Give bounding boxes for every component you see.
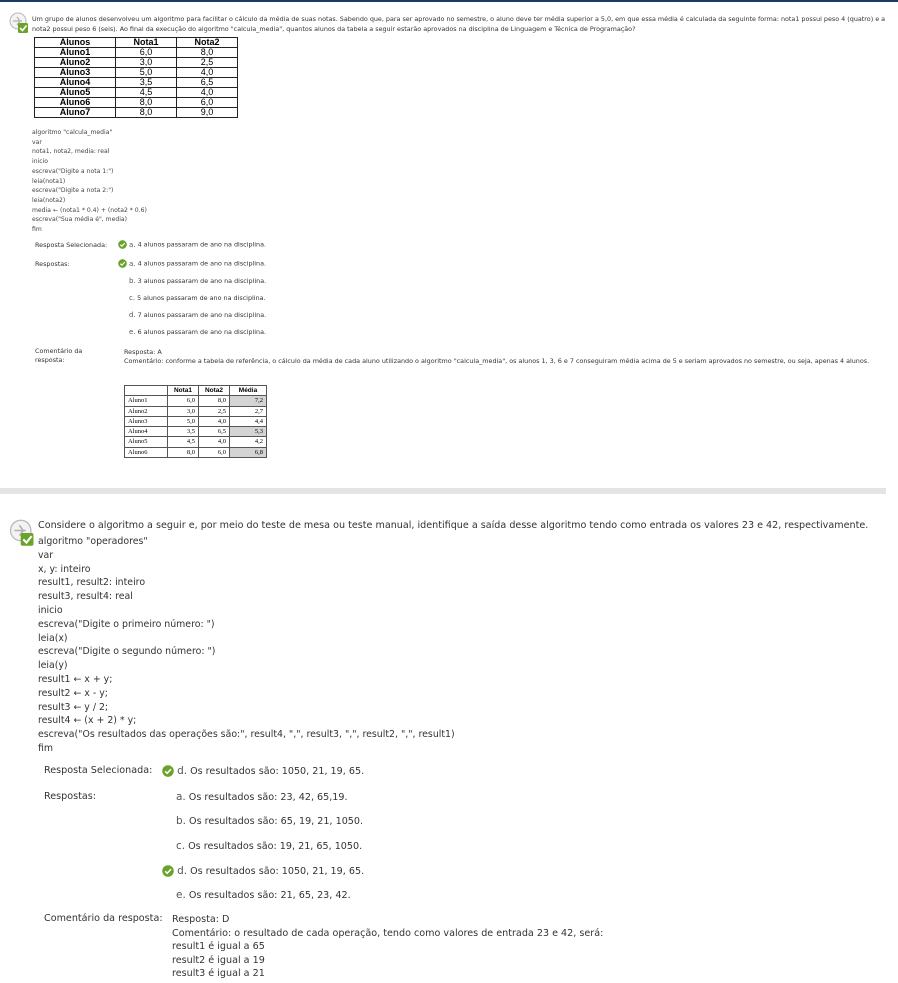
comment-line: result3 é igual a 21	[172, 968, 265, 980]
cell: 4,5	[116, 88, 177, 98]
code-line: leia(y)	[38, 660, 68, 672]
code-line: inicio	[38, 604, 63, 616]
cell: 9,0	[177, 108, 238, 118]
check-circle-icon	[118, 240, 127, 249]
answer-text: Os resultados são: 19, 21, 65, 1050.	[188, 841, 363, 852]
cell: 4,0	[177, 88, 238, 98]
code-line: fim	[32, 226, 42, 234]
answer-text: Os resultados são: 1050, 21, 19, 65.	[190, 866, 365, 877]
col-header: Nota1	[116, 38, 177, 48]
question-2-text: Considere o algoritmo a seguir e, por meio do teste de mesa ou teste manual, identifique a saída desse algoritmo tendo como entrada os valores 23 e 42, respectivamente.	[38, 520, 869, 531]
answer-letter: a.	[129, 259, 136, 268]
col-header: Média	[230, 386, 267, 396]
comment-text: Comentário: conforme a tabela de referência, o cálculo da média de cada aluno utilizando o algoritmo "calcula_media", os alunos 1, 3, 6 e 7 conseguiram média acima de 5 e seriam aprovados no semestre, ou seja, apenas 4 alunos.	[124, 357, 870, 365]
code-line: media ← (nota1 * 0.4) + (nota2 * 0.6)	[32, 206, 147, 214]
cell: Aluno1	[35, 48, 116, 58]
cell: Aluno2	[35, 58, 116, 68]
comment-line: result2 é igual a 19	[172, 954, 265, 966]
answer-letter: c.	[176, 840, 186, 852]
cell: 4,0	[199, 416, 230, 426]
cell: 4,4	[230, 416, 267, 426]
comment-line: result1 é igual a 65	[172, 941, 265, 953]
table-row	[125, 406, 267, 416]
result-table	[124, 385, 267, 458]
comment-block	[172, 913, 892, 981]
answer-text: 3 alunos passaram de ano na disciplina.	[137, 277, 267, 285]
answer-letter: e.	[129, 328, 136, 336]
code-line: result3, result4: real	[38, 591, 133, 603]
answer-text: 4 alunos passaram de ano na disciplina.	[137, 240, 267, 249]
cell: 8,0	[199, 396, 230, 406]
answer-option-c	[176, 840, 362, 852]
check-circle-icon	[118, 259, 127, 268]
cell: 3,5	[168, 427, 199, 437]
cell: 8,0	[168, 447, 199, 457]
answer-text: Os resultados são: 21, 65, 23, 42.	[188, 890, 351, 901]
answer-option-e	[129, 328, 266, 336]
cell: 5,3	[230, 427, 267, 437]
cell: Aluno6	[125, 447, 168, 457]
col-header	[125, 386, 168, 396]
code-line: result1, result2: inteiro	[38, 577, 146, 589]
question-divider	[0, 488, 886, 494]
answer-option-b	[129, 277, 266, 285]
answer-option-e	[176, 889, 351, 901]
table-row	[35, 78, 238, 88]
answer-letter: b.	[176, 815, 187, 827]
comment-block	[124, 348, 894, 366]
cell: 6,0	[116, 48, 177, 58]
cell: 8,0	[177, 48, 238, 58]
table-row	[125, 447, 267, 457]
answer-letter: d.	[177, 765, 188, 777]
selected-answer-label: Resposta Selecionada:	[44, 765, 153, 776]
check-circle-icon	[162, 765, 174, 777]
cell: 6,8	[230, 447, 267, 457]
cell: Aluno4	[125, 427, 168, 437]
cell: 3,0	[116, 58, 177, 68]
answer-letter: d.	[129, 311, 136, 319]
answers-label: Respostas:	[44, 791, 96, 802]
cell: 4,2	[230, 437, 267, 447]
code-line: var	[38, 549, 54, 561]
answer-letter: d.	[177, 865, 188, 877]
code-line: result3 ← y / 2;	[38, 701, 109, 713]
cell: 3,0	[168, 406, 199, 416]
cell: 4,5	[168, 437, 199, 447]
code-line: inicio	[32, 158, 49, 166]
check-circle-icon	[162, 865, 174, 877]
code-line: result4 ← (x + 2) * y;	[38, 715, 137, 727]
answer-text: 7 alunos passaram de ano na disciplina.	[137, 311, 267, 319]
table-row	[35, 88, 238, 98]
cell: Aluno2	[125, 406, 168, 416]
table-row	[125, 437, 267, 447]
answer-text: Os resultados são: 23, 42, 65,19.	[188, 792, 348, 803]
code-line: leia(x)	[38, 632, 68, 644]
col-header: Nota2	[177, 38, 238, 48]
answer-option-d	[129, 311, 266, 319]
cell: 5,0	[116, 68, 177, 78]
table-row	[35, 68, 238, 78]
answer-option-d	[162, 865, 364, 877]
answer-option-c	[129, 294, 266, 302]
code-line: result2 ← x - y;	[38, 687, 108, 699]
answer-text: Os resultados são: 65, 19, 21, 1050.	[189, 816, 364, 827]
cell: 2,5	[177, 58, 238, 68]
cell: 6,0	[177, 98, 238, 108]
cell: 6,0	[199, 447, 230, 457]
answer-letter: c.	[129, 294, 136, 302]
cell: Aluno7	[35, 108, 116, 118]
code-line: algoritmo "calcula_media"	[32, 129, 113, 136]
answer-text: Os resultados são: 1050, 21, 19, 65.	[190, 766, 365, 777]
code-line: x, y: inteiro	[38, 563, 91, 575]
question-1-text: Um grupo de alunos desenvolveu um algoritmo para facilitar o cálculo da média de suas notas. Sabendo que, para ser aprovado no semestre, o aluno deve ter média superior a 5,0, em que essa média é calculada da seguinte forma: nota1 possui peso 4 (quatro) e a nota2 possui peso 6 (seis). Ao final da execução do algoritmo "calcula_media", quantos alunos da tabela a seguir estarão aprovados na disciplina de Linguagem e Técnica de Programação?	[32, 15, 886, 33]
code-line: escreva("Os resultados das operações são:", result4, ",", result3, ",", result2, ",", result1)	[38, 729, 455, 741]
table-row	[35, 108, 238, 118]
comment-line: Comentário: o resultado de cada operação, tendo como valores de entrada 23 e 42, será:	[172, 927, 604, 939]
table-row	[125, 427, 267, 437]
code-line: result1 ← x + y;	[38, 673, 113, 685]
question-completed-icon	[8, 519, 36, 547]
cell: Aluno3	[35, 68, 116, 78]
cell: 6,5	[177, 78, 238, 88]
selected-answer-label: Resposta Selecionada:	[35, 241, 108, 249]
cell: Aluno4	[35, 78, 116, 88]
grades-table	[34, 37, 238, 118]
code-line: escreva("Digite a nota 2:")	[32, 187, 114, 195]
table-row	[125, 416, 267, 426]
answer-text: 5 alunos passaram de ano na disciplina.	[137, 294, 266, 302]
top-bar	[0, 0, 898, 2]
table-row	[35, 48, 238, 58]
cell: 3,5	[116, 78, 177, 88]
code-line: fim	[38, 742, 54, 754]
comment-answer: Resposta: D	[172, 914, 230, 925]
answers-label: Respostas:	[35, 260, 70, 268]
code-line: nota1, nota2, media: real	[32, 148, 110, 156]
question-completed-icon	[8, 12, 30, 34]
answer-letter: a.	[129, 240, 136, 249]
code-line: escreva("Digite o segundo número: ")	[38, 646, 216, 658]
code-line: leia(nota1)	[32, 177, 66, 185]
cell: 8,0	[116, 98, 177, 108]
cell: 5,0	[168, 416, 199, 426]
cell: 6,5	[199, 427, 230, 437]
answer-letter: e.	[176, 889, 186, 901]
algorithm-code-2	[38, 535, 455, 756]
cell: Aluno5	[35, 88, 116, 98]
cell: 8,0	[116, 108, 177, 118]
col-header: Nota2	[199, 386, 230, 396]
comment-answer: Resposta: A	[124, 348, 162, 356]
comment-label: Comentário da resposta:	[35, 347, 83, 364]
col-header: Alunos	[35, 38, 116, 48]
code-line: algoritmo "operadores"	[38, 536, 148, 547]
cell: 7,2	[230, 396, 267, 406]
answer-option-a	[176, 791, 348, 803]
table-row	[125, 396, 267, 406]
cell: Aluno6	[35, 98, 116, 108]
code-line: var	[32, 138, 42, 146]
code-line: escreva("Digite a nota 1:")	[32, 167, 114, 175]
cell: Aluno3	[125, 416, 168, 426]
answer-option-a	[118, 259, 266, 268]
code-line: escreva("Digite o primeiro número: ")	[38, 618, 215, 630]
answer-letter: b.	[129, 277, 136, 285]
answer-text: 6 alunos passaram de ano na disciplina.	[137, 328, 267, 336]
answer-letter: a.	[176, 791, 186, 803]
selected-answer	[118, 240, 266, 249]
cell: Aluno5	[125, 437, 168, 447]
code-line: leia(nota2)	[32, 196, 66, 204]
cell: Aluno1	[125, 396, 168, 406]
cell: 2,5	[199, 406, 230, 416]
table-row	[35, 58, 238, 68]
table-row	[35, 98, 238, 108]
cell: 4,0	[177, 68, 238, 78]
algorithm-code-1	[32, 128, 147, 235]
cell: 2,7	[230, 406, 267, 416]
col-header: Nota1	[168, 386, 199, 396]
code-line: escreva("Sua média é", media)	[32, 216, 128, 224]
selected-answer	[162, 765, 364, 777]
comment-label: Comentário da resposta:	[44, 913, 163, 924]
cell: 4,0	[199, 437, 230, 447]
answer-text: 4 alunos passaram de ano na disciplina.	[137, 259, 267, 268]
answer-option-b	[176, 815, 363, 827]
cell: 6,0	[168, 396, 199, 406]
